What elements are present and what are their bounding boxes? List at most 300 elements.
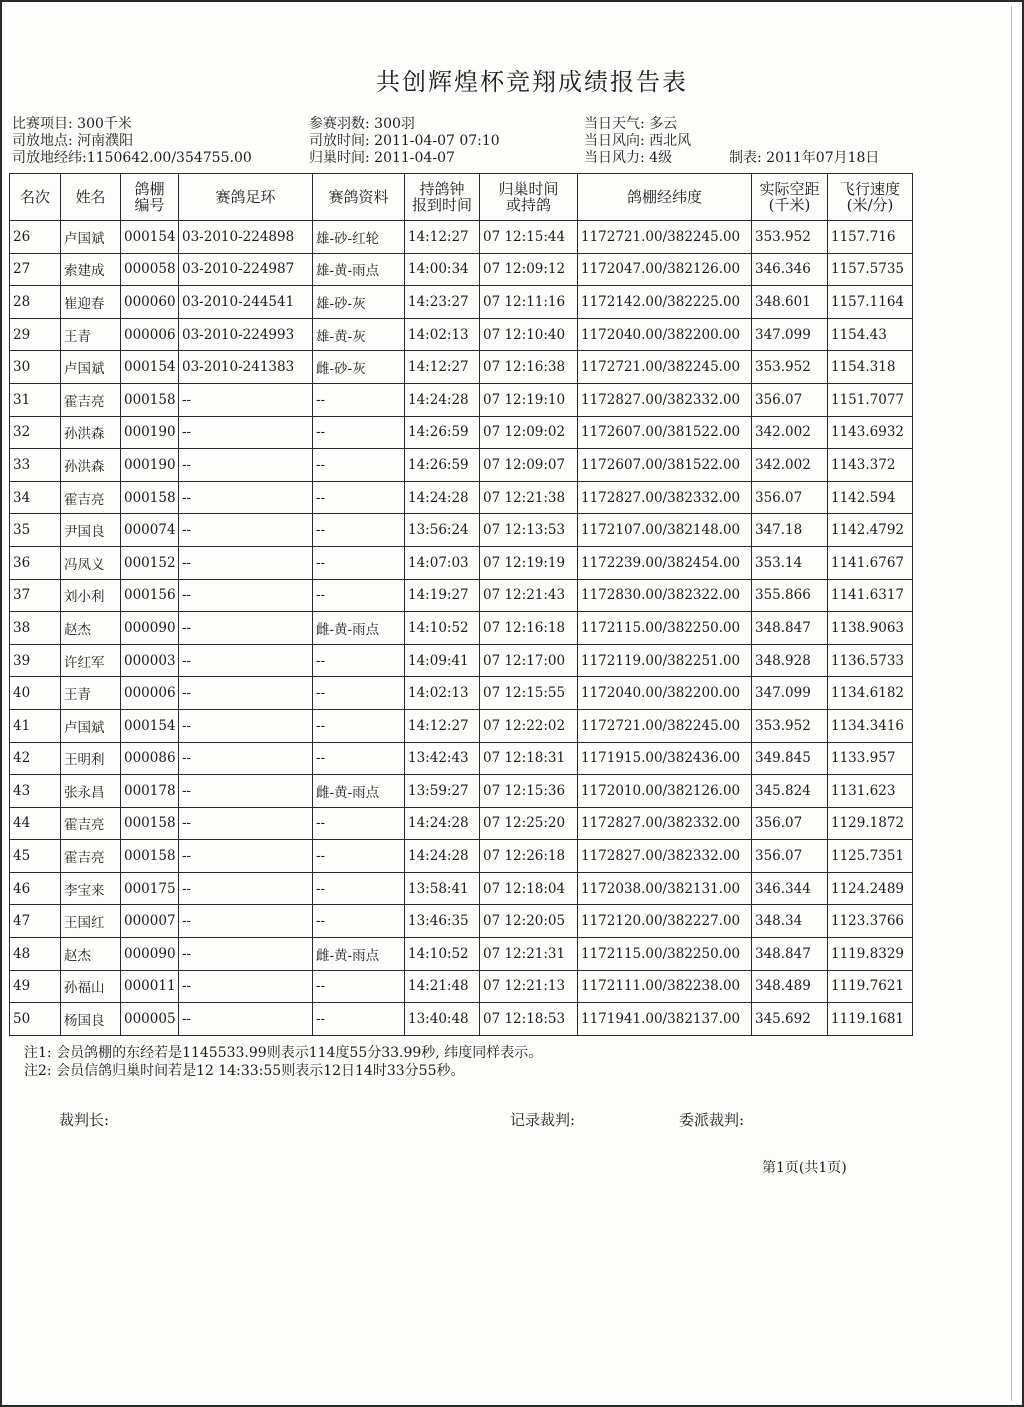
recorder-judge-label: 记录裁判:	[510, 1111, 576, 1129]
cell-distance: 353.14	[752, 546, 828, 579]
made-on-date: 制表: 2011年07月18日	[729, 150, 880, 166]
cell-clock-time: 14:12:27	[405, 351, 480, 384]
cell-rank: 40	[10, 677, 61, 710]
cell-loft-id: 000011	[121, 970, 179, 1003]
cell-clock-time: 13:40:48	[405, 1003, 480, 1036]
cell-rank: 30	[10, 351, 61, 384]
entry-count: 参赛羽数: 300羽	[309, 116, 415, 132]
cell-distance: 356.07	[752, 481, 828, 514]
page-number: 第1页(共1页)	[762, 1160, 847, 1176]
cell-loft-coords: 1172827.00/382332.00	[578, 383, 752, 416]
cell-clock-time: 14:09:41	[405, 644, 480, 677]
header-rank: 名次	[10, 174, 61, 221]
cell-loft-coords: 1172040.00/382200.00	[578, 318, 752, 351]
table-row	[10, 644, 913, 677]
cell-name: 霍吉亮	[61, 840, 121, 873]
cell-ring: --	[179, 416, 313, 449]
cell-distance: 347.099	[752, 677, 828, 710]
table-body	[10, 221, 913, 1036]
footnote-1: 注1: 会员鸽棚的东经若是1145533.99则表示114度55分33.99秒, 纬度同样表示。	[24, 1045, 543, 1061]
cell-return-time: 07 12:21:38	[480, 481, 578, 514]
cell-ring: --	[179, 449, 313, 482]
cell-rank: 44	[10, 807, 61, 840]
page-edge-line	[1011, 6, 1012, 1401]
cell-return-time: 07 12:19:10	[480, 383, 578, 416]
table-row	[10, 775, 913, 808]
results-table	[9, 173, 913, 1036]
cell-return-time: 07 12:25:20	[480, 807, 578, 840]
cell-rank: 47	[10, 905, 61, 938]
footnotes	[24, 1044, 542, 1080]
cell-return-time: 07 12:16:38	[480, 351, 578, 384]
cell-loft-id: 000060	[121, 286, 179, 319]
cell-return-time: 07 12:22:02	[480, 709, 578, 742]
cell-pigeon-info: --	[313, 840, 405, 873]
table-row	[10, 938, 913, 971]
cell-pigeon-info: --	[313, 677, 405, 710]
footnote-2: 注2: 会员信鸽归巢时间若是12 14:33:55则表示12日14时33分55秒。	[24, 1063, 465, 1079]
cell-name: 刘小利	[61, 579, 121, 612]
cell-clock-time: 14:02:13	[405, 677, 480, 710]
cell-clock-time: 14:12:27	[405, 221, 480, 254]
cell-loft-id: 000007	[121, 905, 179, 938]
cell-loft-id: 000158	[121, 481, 179, 514]
table-row	[10, 383, 913, 416]
cell-name: 霍吉亮	[61, 383, 121, 416]
cell-rank: 34	[10, 481, 61, 514]
cell-loft-id: 000154	[121, 221, 179, 254]
cell-name: 卢国斌	[61, 351, 121, 384]
release-time: 司放时间: 2011-04-07 07:10	[309, 133, 500, 149]
cell-rank: 43	[10, 775, 61, 808]
cell-speed: 1157.1164	[828, 286, 913, 319]
cell-name: 许红军	[61, 644, 121, 677]
table-row	[10, 416, 913, 449]
cell-distance: 353.952	[752, 221, 828, 254]
cell-loft-coords: 1172607.00/381522.00	[578, 416, 752, 449]
cell-loft-coords: 1172827.00/382332.00	[578, 807, 752, 840]
cell-return-time: 07 12:15:36	[480, 775, 578, 808]
cell-loft-coords: 1172721.00/382245.00	[578, 351, 752, 384]
cell-ring: --	[179, 579, 313, 612]
cell-name: 卢国斌	[61, 709, 121, 742]
cell-name: 索建成	[61, 253, 121, 286]
cell-name: 孙福山	[61, 970, 121, 1003]
cell-rank: 28	[10, 286, 61, 319]
cell-loft-coords: 1172120.00/382227.00	[578, 905, 752, 938]
cell-name: 霍吉亮	[61, 481, 121, 514]
cell-distance: 349.845	[752, 742, 828, 775]
cell-distance: 345.824	[752, 775, 828, 808]
table-row	[10, 905, 913, 938]
cell-distance: 348.601	[752, 286, 828, 319]
cell-loft-id: 000005	[121, 1003, 179, 1036]
cell-ring: --	[179, 709, 313, 742]
header-loft-id: 鸽棚 编号	[121, 174, 179, 221]
cell-ring: --	[179, 905, 313, 938]
table-row	[10, 677, 913, 710]
cell-clock-time: 14:07:03	[405, 546, 480, 579]
cell-distance: 356.07	[752, 807, 828, 840]
cell-pigeon-info: --	[313, 579, 405, 612]
cell-rank: 36	[10, 546, 61, 579]
cell-clock-time: 14:24:28	[405, 807, 480, 840]
cell-return-time: 07 12:15:44	[480, 221, 578, 254]
cell-return-time: 07 12:15:55	[480, 677, 578, 710]
cell-speed: 1157.716	[828, 221, 913, 254]
cell-name: 卢国斌	[61, 221, 121, 254]
cell-ring: --	[179, 481, 313, 514]
cell-loft-id: 000003	[121, 644, 179, 677]
cell-distance: 342.002	[752, 449, 828, 482]
cell-rank: 41	[10, 709, 61, 742]
table-row	[10, 318, 913, 351]
table-row	[10, 481, 913, 514]
cell-loft-id: 000086	[121, 742, 179, 775]
cell-loft-coords: 1172115.00/382250.00	[578, 612, 752, 645]
cell-loft-id: 000178	[121, 775, 179, 808]
cell-distance: 353.952	[752, 351, 828, 384]
cell-return-time: 07 12:18:31	[480, 742, 578, 775]
cell-distance: 356.07	[752, 840, 828, 873]
cell-name: 张永昌	[61, 775, 121, 808]
table-row	[10, 514, 913, 547]
cell-loft-id: 000090	[121, 938, 179, 971]
cell-name: 赵杰	[61, 938, 121, 971]
cell-ring: --	[179, 383, 313, 416]
table-row	[10, 872, 913, 905]
cell-loft-id: 000006	[121, 677, 179, 710]
cell-distance: 347.18	[752, 514, 828, 547]
cell-loft-id: 000190	[121, 416, 179, 449]
cell-return-time: 07 12:09:12	[480, 253, 578, 286]
header-loft-coords: 鸽棚经纬度	[578, 174, 752, 221]
wind-direction: 当日风向: 西北风	[584, 133, 692, 149]
header-pigeon-info: 赛鸽资料	[313, 174, 405, 221]
cell-loft-coords: 1172721.00/382245.00	[578, 221, 752, 254]
race-project: 比赛项目: 300千米	[12, 116, 132, 132]
cell-loft-id: 000190	[121, 449, 179, 482]
cell-distance: 355.866	[752, 579, 828, 612]
report-title: 共创辉煌杯竞翔成绩报告表	[376, 68, 688, 96]
cell-ring: --	[179, 807, 313, 840]
wind-force: 当日风力: 4级	[584, 150, 673, 166]
cell-loft-id: 000090	[121, 612, 179, 645]
cell-loft-coords: 1172010.00/382126.00	[578, 775, 752, 808]
cell-clock-time: 14:21:48	[405, 970, 480, 1003]
table-row	[10, 286, 913, 319]
cell-return-time: 07 12:20:05	[480, 905, 578, 938]
cell-name: 王青	[61, 318, 121, 351]
cell-pigeon-info: --	[313, 546, 405, 579]
cell-distance: 346.346	[752, 253, 828, 286]
cell-speed: 1134.3416	[828, 709, 913, 742]
cell-pigeon-info: 雄-黄-雨点	[313, 253, 405, 286]
return-time: 归巢时间: 2011-04-07	[309, 150, 455, 166]
cell-distance: 356.07	[752, 383, 828, 416]
table-row	[10, 546, 913, 579]
cell-rank: 45	[10, 840, 61, 873]
cell-return-time: 07 12:17:00	[480, 644, 578, 677]
cell-pigeon-info: --	[313, 905, 405, 938]
table-row	[10, 970, 913, 1003]
cell-loft-id: 000158	[121, 840, 179, 873]
header-clock-time: 持鸽钟 报到时间	[405, 174, 480, 221]
cell-pigeon-info: 雌-黄-雨点	[313, 612, 405, 645]
cell-ring: --	[179, 1003, 313, 1036]
cell-clock-time: 13:46:35	[405, 905, 480, 938]
cell-pigeon-info: 雌-黄-雨点	[313, 775, 405, 808]
cell-speed: 1157.5735	[828, 253, 913, 286]
table-row	[10, 221, 913, 254]
cell-rank: 32	[10, 416, 61, 449]
cell-ring: --	[179, 644, 313, 677]
cell-return-time: 07 12:19:19	[480, 546, 578, 579]
cell-name: 孙洪森	[61, 416, 121, 449]
cell-name: 崔迎春	[61, 286, 121, 319]
cell-name: 王国红	[61, 905, 121, 938]
cell-loft-id: 000074	[121, 514, 179, 547]
cell-loft-id: 000058	[121, 253, 179, 286]
cell-pigeon-info: --	[313, 807, 405, 840]
cell-pigeon-info: --	[313, 644, 405, 677]
cell-clock-time: 13:59:27	[405, 775, 480, 808]
cell-loft-coords: 1171941.00/382137.00	[578, 1003, 752, 1036]
cell-pigeon-info: --	[313, 416, 405, 449]
cell-clock-time: 14:10:52	[405, 938, 480, 971]
weather: 当日天气: 多云	[584, 116, 678, 132]
cell-ring: --	[179, 775, 313, 808]
cell-speed: 1124.2489	[828, 872, 913, 905]
cell-pigeon-info: 雌-黄-雨点	[313, 938, 405, 971]
cell-clock-time: 14:00:34	[405, 253, 480, 286]
cell-return-time: 07 12:09:07	[480, 449, 578, 482]
cell-speed: 1142.4792	[828, 514, 913, 547]
cell-loft-coords: 1172111.00/382238.00	[578, 970, 752, 1003]
cell-clock-time: 14:12:27	[405, 709, 480, 742]
cell-speed: 1123.3766	[828, 905, 913, 938]
cell-name: 王明利	[61, 742, 121, 775]
cell-return-time: 07 12:10:40	[480, 318, 578, 351]
cell-pigeon-info: 雄-砂-红轮	[313, 221, 405, 254]
cell-distance: 348.489	[752, 970, 828, 1003]
cell-speed: 1154.318	[828, 351, 913, 384]
cell-ring: --	[179, 677, 313, 710]
cell-rank: 38	[10, 612, 61, 645]
cell-rank: 50	[10, 1003, 61, 1036]
cell-speed: 1119.1681	[828, 1003, 913, 1036]
header-return-time: 归巢时间 或持鸽	[480, 174, 578, 221]
cell-loft-id: 000156	[121, 579, 179, 612]
cell-distance: 348.34	[752, 905, 828, 938]
cell-pigeon-info: --	[313, 872, 405, 905]
table-row	[10, 1003, 913, 1036]
cell-speed: 1151.7077	[828, 383, 913, 416]
cell-pigeon-info: --	[313, 481, 405, 514]
cell-speed: 1143.6932	[828, 416, 913, 449]
cell-name: 杨国良	[61, 1003, 121, 1036]
cell-loft-id: 000158	[121, 383, 179, 416]
cell-return-time: 07 12:18:04	[480, 872, 578, 905]
cell-ring: --	[179, 872, 313, 905]
cell-loft-coords: 1171915.00/382436.00	[578, 742, 752, 775]
cell-return-time: 07 12:18:53	[480, 1003, 578, 1036]
table-header-row	[10, 174, 913, 221]
cell-rank: 49	[10, 970, 61, 1003]
cell-return-time: 07 12:21:31	[480, 938, 578, 971]
cell-ring: 03-2010-224987	[179, 253, 313, 286]
cell-return-time: 07 12:21:13	[480, 970, 578, 1003]
cell-clock-time: 13:42:43	[405, 742, 480, 775]
cell-pigeon-info: --	[313, 449, 405, 482]
table-row	[10, 807, 913, 840]
cell-name: 赵杰	[61, 612, 121, 645]
cell-rank: 26	[10, 221, 61, 254]
table-row	[10, 742, 913, 775]
cell-ring: --	[179, 546, 313, 579]
cell-clock-time: 14:26:59	[405, 416, 480, 449]
chief-judge-label: 裁判长:	[59, 1111, 110, 1129]
release-place: 司放地点: 河南濮阳	[12, 133, 134, 149]
cell-clock-time: 14:26:59	[405, 449, 480, 482]
cell-speed: 1141.6767	[828, 546, 913, 579]
cell-ring: 03-2010-241383	[179, 351, 313, 384]
cell-ring: --	[179, 938, 313, 971]
cell-return-time: 07 12:11:16	[480, 286, 578, 319]
cell-distance: 346.344	[752, 872, 828, 905]
cell-clock-time: 14:02:13	[405, 318, 480, 351]
table-row	[10, 351, 913, 384]
table-row	[10, 449, 913, 482]
cell-name: 李宝来	[61, 872, 121, 905]
cell-clock-time: 14:24:28	[405, 840, 480, 873]
table-row	[10, 709, 913, 742]
cell-loft-coords: 1172038.00/382131.00	[578, 872, 752, 905]
header-name: 姓名	[61, 174, 121, 221]
cell-loft-coords: 1172830.00/382322.00	[578, 579, 752, 612]
cell-distance: 353.952	[752, 709, 828, 742]
table-row	[10, 253, 913, 286]
cell-pigeon-info: 雌-砂-灰	[313, 351, 405, 384]
cell-pigeon-info: --	[313, 970, 405, 1003]
release-coordinates: 司放地经纬:1150642.00/354755.00	[12, 150, 252, 166]
cell-rank: 48	[10, 938, 61, 971]
cell-name: 孙洪森	[61, 449, 121, 482]
cell-ring: 03-2010-224993	[179, 318, 313, 351]
table-row	[10, 579, 913, 612]
cell-clock-time: 13:56:24	[405, 514, 480, 547]
cell-clock-time: 13:58:41	[405, 872, 480, 905]
cell-loft-id: 000154	[121, 709, 179, 742]
cell-loft-coords: 1172040.00/382200.00	[578, 677, 752, 710]
cell-name: 尹国良	[61, 514, 121, 547]
cell-clock-time: 14:10:52	[405, 612, 480, 645]
cell-speed: 1154.43	[828, 318, 913, 351]
cell-loft-coords: 1172239.00/382454.00	[578, 546, 752, 579]
cell-loft-coords: 1172142.00/382225.00	[578, 286, 752, 319]
cell-loft-coords: 1172607.00/381522.00	[578, 449, 752, 482]
cell-loft-coords: 1172115.00/382250.00	[578, 938, 752, 971]
cell-clock-time: 14:24:28	[405, 481, 480, 514]
cell-speed: 1133.957	[828, 742, 913, 775]
cell-speed: 1119.8329	[828, 938, 913, 971]
cell-pigeon-info: --	[313, 383, 405, 416]
table-row	[10, 840, 913, 873]
cell-rank: 31	[10, 383, 61, 416]
cell-pigeon-info: 雄-黄-灰	[313, 318, 405, 351]
cell-loft-coords: 1172827.00/382332.00	[578, 481, 752, 514]
cell-loft-coords: 1172119.00/382251.00	[578, 644, 752, 677]
cell-loft-coords: 1172827.00/382332.00	[578, 840, 752, 873]
header-speed: 飞行速度 (米/分)	[828, 174, 913, 221]
cell-speed: 1141.6317	[828, 579, 913, 612]
cell-ring: --	[179, 514, 313, 547]
cell-loft-id: 000152	[121, 546, 179, 579]
cell-loft-coords: 1172047.00/382126.00	[578, 253, 752, 286]
cell-rank: 46	[10, 872, 61, 905]
cell-distance: 345.692	[752, 1003, 828, 1036]
cell-name: 霍吉亮	[61, 807, 121, 840]
cell-loft-id: 000175	[121, 872, 179, 905]
cell-rank: 39	[10, 644, 61, 677]
cell-ring: 03-2010-224898	[179, 221, 313, 254]
cell-return-time: 07 12:26:18	[480, 840, 578, 873]
cell-ring: --	[179, 840, 313, 873]
cell-speed: 1129.1872	[828, 807, 913, 840]
cell-loft-id: 000006	[121, 318, 179, 351]
cell-pigeon-info: --	[313, 514, 405, 547]
cell-loft-coords: 1172721.00/382245.00	[578, 709, 752, 742]
cell-rank: 37	[10, 579, 61, 612]
cell-return-time: 07 12:16:18	[480, 612, 578, 645]
assigned-judge-label: 委派裁判:	[679, 1111, 745, 1129]
cell-distance: 348.847	[752, 612, 828, 645]
cell-rank: 42	[10, 742, 61, 775]
cell-rank: 29	[10, 318, 61, 351]
cell-ring: --	[179, 742, 313, 775]
cell-ring: --	[179, 970, 313, 1003]
cell-speed: 1131.623	[828, 775, 913, 808]
cell-speed: 1125.7351	[828, 840, 913, 873]
cell-clock-time: 14:23:27	[405, 286, 480, 319]
cell-loft-id: 000154	[121, 351, 179, 384]
cell-return-time: 07 12:09:02	[480, 416, 578, 449]
cell-clock-time: 14:19:27	[405, 579, 480, 612]
race-info	[12, 116, 972, 167]
cell-return-time: 07 12:21:43	[480, 579, 578, 612]
cell-pigeon-info: 雄-砂-灰	[313, 286, 405, 319]
cell-pigeon-info: --	[313, 709, 405, 742]
cell-ring: --	[179, 612, 313, 645]
cell-speed: 1138.9063	[828, 612, 913, 645]
table-row	[10, 612, 913, 645]
header-ring: 赛鸽足环	[179, 174, 313, 221]
cell-rank: 35	[10, 514, 61, 547]
cell-ring: 03-2010-244541	[179, 286, 313, 319]
cell-loft-id: 000158	[121, 807, 179, 840]
cell-speed: 1136.5733	[828, 644, 913, 677]
cell-speed: 1134.6182	[828, 677, 913, 710]
cell-pigeon-info: --	[313, 742, 405, 775]
cell-distance: 342.002	[752, 416, 828, 449]
cell-distance: 347.099	[752, 318, 828, 351]
cell-speed: 1142.594	[828, 481, 913, 514]
cell-pigeon-info: --	[313, 1003, 405, 1036]
cell-name: 冯凤义	[61, 546, 121, 579]
cell-rank: 33	[10, 449, 61, 482]
cell-distance: 348.928	[752, 644, 828, 677]
cell-speed: 1119.7621	[828, 970, 913, 1003]
